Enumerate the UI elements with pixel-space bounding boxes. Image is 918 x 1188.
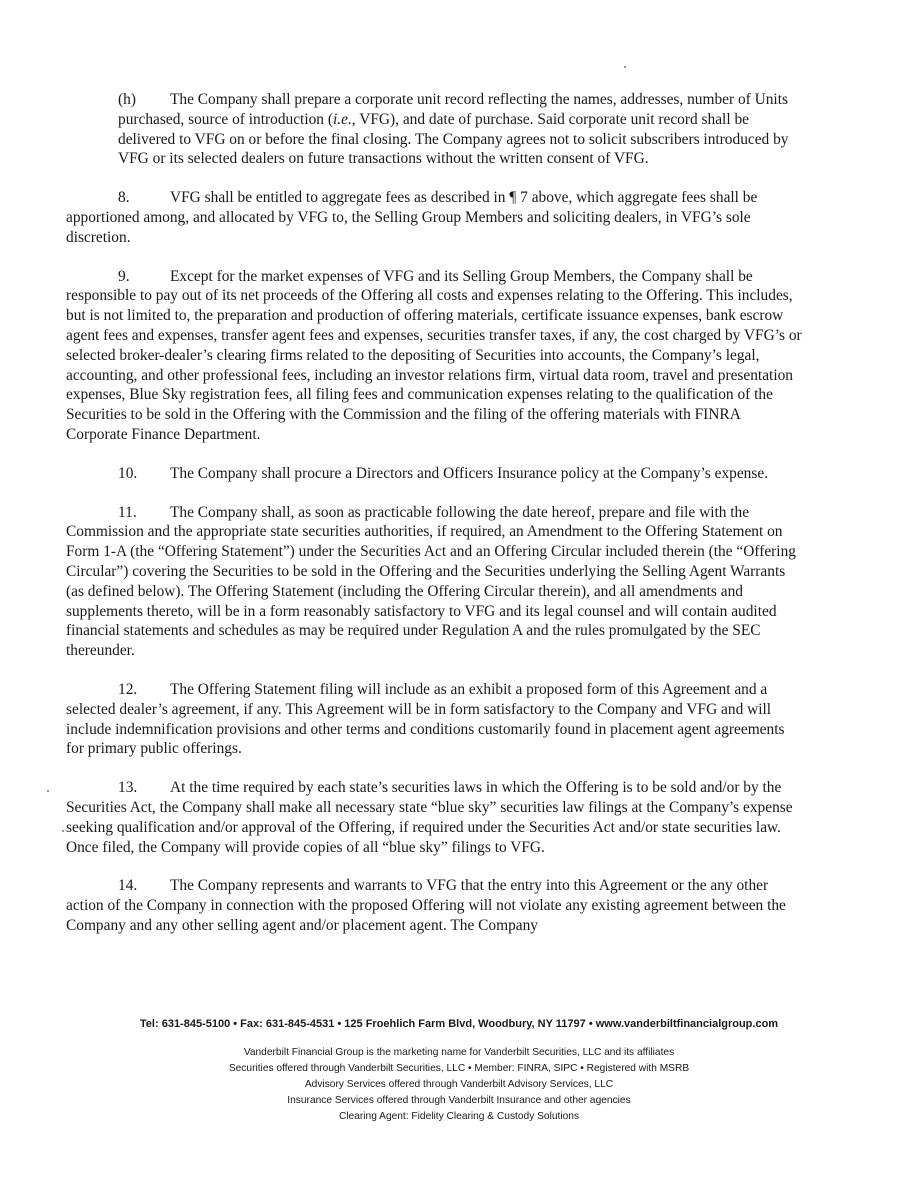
footer-disclosures [0,1045,918,1125]
body-text [66,90,802,955]
paragraph-text: The Company represents and warrants to VFG that the entry into this Agreement or the any other action of the Company in connection with the proposed Offering will not violate any existing agreement between the Company and any other selling agent and/or placement agent. The Company [66,877,786,934]
scan-speck [624,66,626,68]
scan-speck [62,830,64,832]
paragraph-italic: i.e. [332,110,352,128]
paragraph-number: 9. [118,267,130,285]
paragraph-number: 12. [118,680,138,698]
footer-line: Advisory Services offered through Vanderbilt Advisory Services, LLC [304,1079,614,1090]
paragraph-11 [66,503,802,661]
paragraph-number: 11. [118,503,137,521]
paragraph-number: 13. [118,779,138,797]
paragraph-number: 14. [118,877,138,895]
footer-line: Insurance Services offered through Vanderbilt Insurance and other agencies [287,1095,631,1106]
scan-speck [47,790,49,792]
paragraph-12 [66,680,802,759]
paragraph-9 [66,267,802,445]
paragraph-text: VFG shall be entitled to aggregate fees as described in ¶ 7 above, which aggregate fees shall be apportioned among, and allocated by VFG to, the Selling Group Members and soliciting dealers, in VFG’s sole discretion. [66,189,758,246]
paragraph-8 [66,188,802,247]
paragraph-10 [66,464,802,484]
paragraph-text-after: , VFG), and date of purchase. Said corporate unit record shall be delivered to VFG on or before the final closing. The Company agrees not to solicit subscribers introduced by VFG or its selected dealers on future transactions without the written consent of VFG. [118,110,789,168]
paragraph-text: At the time required by each state’s securities laws in which the Offering is to be sold and/or by the Securities Act, the Company shall make all necessary state “blue sky” securities law filings at the Company’s expense seeking qualification and/or approval of the Offering, if required under the Securities Act and/or state securities law. Once filed, the Company will provide copies of all “blue sky” filings to VFG. [66,779,793,856]
paragraph-text: The Company shall procure a Directors and Officers Insurance policy at the Company’s expense. [170,464,769,482]
paragraph-text: The Offering Statement filing will include as an exhibit a proposed form of this Agreement and a selected dealer’s agreement, if any. This Agreement will be in form satisfactory to the Company and VFG and will include indemnification provisions and other terms and conditions customarily found in placement agent agreements for primary public offerings. [66,680,785,758]
paragraph-14 [66,876,802,935]
paragraph-number: 10. [118,464,138,482]
paragraph-text: The Company shall, as soon as practicable following the date hereof, prepare and file with the Commission and the appropriate state securities authorities, if required, an Amendment to the Offering Statement on Form 1-A (the “Offering Statement”) under the Securities Act and an Offering Circular included therein (the “Offering Circular”) covering the Securities to be sold in the Offering and the Securities underlying the Selling Agent Warrants (as defined below). The Offering Statement (including the Offering Circular therein), and all amendments and supplements thereto, will be in a form reasonably satisfactory to VFG and its legal counsel and will contain audited financial statements and schedules as may be required under Regulation A and the rules promulgated by the SEC thereunder. [66,503,796,660]
footer-line: Clearing Agent: Fidelity Clearing & Custody Solutions [338,1111,580,1122]
paragraph-13 [66,778,802,857]
footer-contact-line: Tel: 631-845-5100 • Fax: 631-845-4531 • 125 Froehlich Farm Blvd, Woodbury, NY 11797 • www.vanderbiltfinancialgroup.com [139,1018,779,1030]
paragraph-h [118,90,802,169]
paragraph-text: The Company shall prepare a corporate unit record reflecting the names, addresses, number of Units purchased, source of introduction ( [118,91,788,128]
footer-line: Vanderbilt Financial Group is the marketing name for Vanderbilt Securities, LLC and its affiliates [243,1047,675,1058]
footer-line: Securities offered through Vanderbilt Securities, LLC • Member: FINRA, SIPC • Registered with MSRB [228,1063,690,1074]
paragraph-number: (h) [118,91,136,108]
paragraph-text: Except for the market expenses of VFG and its Selling Group Members, the Company shall be responsible to pay out of its net proceeds of the Offering all costs and expenses relating to the Offering. This includes, but is not limited to, the preparation and production of offering materials, certificate issuance expenses, bank escrow agent fees and expenses, transfer agent fees and expenses, securities transfer taxes, if any, the cost charged by VFG’s or selected broker-dealer’s clearing firms related to the depositing of Securities into accounts, the Company’s legal, accounting, and other professional fees, including an investor relations firm, virtual data room, travel and presentation expenses, Blue Sky registration fees, all filing fees and communication expenses relating to the qualification of the Securities to be sold in the Offering with the Commission and the filing of the offering materials with FINRA Corporate Finance Department. [66,267,802,443]
paragraph-number: 8. [118,189,130,207]
